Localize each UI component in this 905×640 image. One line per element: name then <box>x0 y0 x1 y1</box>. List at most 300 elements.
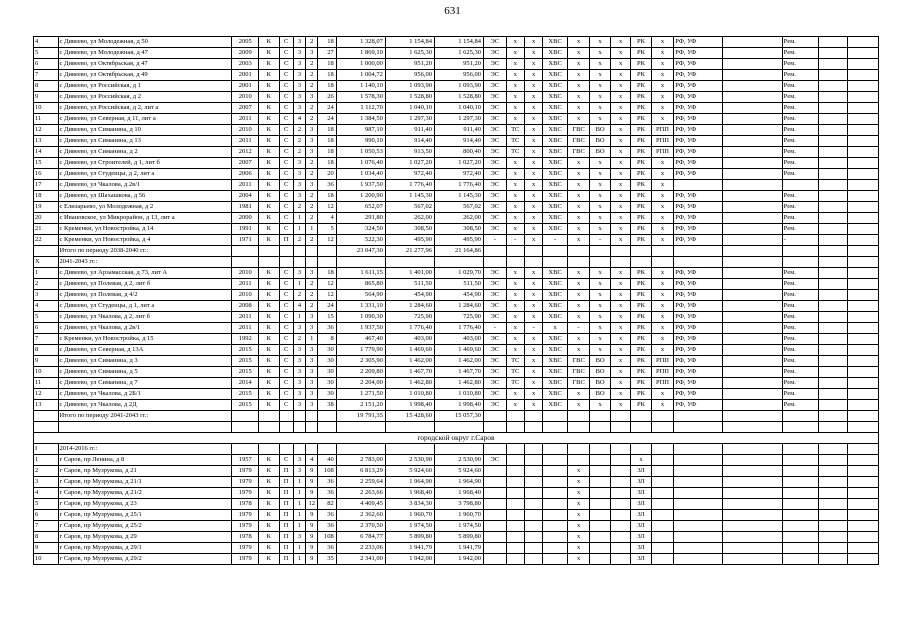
cell-heat-supply: х <box>506 180 524 191</box>
cell-facade <box>674 180 723 191</box>
cell-extra-2 <box>819 103 848 114</box>
cell-elevator <box>651 246 674 257</box>
cell-gas-supply: х <box>524 378 542 389</box>
cell-total-area: 2 783,00 <box>336 455 385 466</box>
cell-extra-3 <box>848 477 879 488</box>
cell-total-area: 2 362,60 <box>336 510 385 521</box>
cell-row-number: 8 <box>34 345 59 356</box>
cell-heat-supply: ТС <box>506 147 524 158</box>
cell-extra-2 <box>819 543 848 554</box>
cell-power-supply: ЭС <box>484 268 507 279</box>
cell-row-number: 6 <box>34 510 59 521</box>
cell-wall-type: К <box>259 543 279 554</box>
cell-gas-supply: х <box>524 103 542 114</box>
table-row <box>34 543 879 554</box>
cell-year-built: 2015 <box>232 400 259 411</box>
cell-power-supply: ЭС <box>484 92 507 103</box>
cell-total-area: 1 034,40 <box>336 169 385 180</box>
cell-apartments: 26 <box>318 92 336 103</box>
cell-extra-1 <box>723 389 782 400</box>
cell-extra-1 <box>723 92 782 103</box>
cell-ventilation: х <box>610 323 630 334</box>
cell-wall-type: К <box>259 488 279 499</box>
cell-heat-supply: х <box>506 224 524 235</box>
cell-row-number: 14 <box>34 147 59 158</box>
cell-heat-supply <box>506 411 524 422</box>
cell-roof-repair: ЗЛ <box>631 521 651 532</box>
cell-repair-type <box>782 532 819 543</box>
cell-elevator <box>651 477 674 488</box>
cell-wall-type: К <box>259 213 279 224</box>
cell-sewerage: х <box>590 114 610 125</box>
cell-row-number: 7 <box>34 521 59 532</box>
cell-living-area: 1 960,70 <box>385 510 434 521</box>
cell-ventilation: х <box>610 37 630 48</box>
cell-material: П <box>279 510 293 521</box>
cell-repair-type <box>782 543 819 554</box>
cell-repair-type <box>782 521 819 532</box>
cell-ventilation: х <box>610 180 630 191</box>
cell-extra-1 <box>723 356 782 367</box>
cell-extra-1 <box>723 312 782 323</box>
cell-sewerage <box>590 543 610 554</box>
cell-wall-type <box>259 422 279 433</box>
cell-hot-water: х <box>567 158 590 169</box>
table-row <box>34 125 879 136</box>
cell-wall-type: К <box>259 532 279 543</box>
cell-gas-supply: х <box>524 169 542 180</box>
cell-roof-repair: ЗЛ <box>631 532 651 543</box>
cell-wall-type: К <box>259 235 279 246</box>
cell-sewerage <box>590 488 610 499</box>
cell-elevator: х <box>651 279 674 290</box>
cell-elevator: х <box>651 70 674 81</box>
cell-year-built: 2007 <box>232 103 259 114</box>
cell-material: С <box>279 345 293 356</box>
cell-sections <box>293 444 305 455</box>
cell-material: С <box>279 279 293 290</box>
cell-extra-2 <box>819 389 848 400</box>
cell-roof-repair: РК <box>631 136 651 147</box>
cell-total-area: 1 112,70 <box>336 103 385 114</box>
cell-floors: 2 <box>306 169 318 180</box>
cell-floors: 4 <box>306 455 318 466</box>
cell-address: с Дивеево, ул Чкалова, д 2Б/1 <box>58 389 232 400</box>
cell-extra-3 <box>848 411 879 422</box>
cell-living-area: 1 284,60 <box>385 301 434 312</box>
cell-extra-1 <box>723 136 782 147</box>
cell-sections: 3 <box>293 323 305 334</box>
cell-wall-type <box>259 444 279 455</box>
cell-wall-type: К <box>259 378 279 389</box>
cell-roof-repair: ЗЛ <box>631 554 651 565</box>
cell-extra-3 <box>848 488 879 499</box>
cell-roof-repair: РК <box>631 312 651 323</box>
cell-extra-1 <box>723 554 782 565</box>
cell-floors: 9 <box>306 532 318 543</box>
cell-repair-type: Рем. <box>782 301 819 312</box>
cell-hot-water: х <box>567 488 590 499</box>
cell-total-area: 291,80 <box>336 213 385 224</box>
cell-repair-type <box>782 180 819 191</box>
cell-gas-supply: х <box>524 59 542 70</box>
cell-living-area: 913,50 <box>385 147 434 158</box>
cell-row-number <box>34 411 59 422</box>
cell-elevator <box>651 510 674 521</box>
cell-year-built: 1992 <box>232 334 259 345</box>
cell-row-number: 13 <box>34 136 59 147</box>
cell-floors: 9 <box>306 477 318 488</box>
cell-floors: 3 <box>306 180 318 191</box>
cell-total-area: 2 370,50 <box>336 521 385 532</box>
cell-address: с Дивеево, ул Полевая, д 2, лит б <box>58 279 232 290</box>
cell-material: С <box>279 70 293 81</box>
cell-extra-3 <box>848 301 879 312</box>
cell-extra-3 <box>848 499 879 510</box>
cell-facade: РФ, УФ <box>674 345 723 356</box>
cell-roof-repair: РК <box>631 367 651 378</box>
cell-floors: 2 <box>306 191 318 202</box>
cell-extra-2 <box>819 213 848 224</box>
cell-material: П <box>279 532 293 543</box>
cell-facade <box>674 455 723 466</box>
cell-gas-supply: х <box>524 279 542 290</box>
cell-heat-supply <box>506 246 524 257</box>
cell-total-area: 1 140,10 <box>336 81 385 92</box>
cell-gas-supply <box>524 543 542 554</box>
cell-gas-supply: х <box>524 389 542 400</box>
cell-address: г Саров, пр Музрукова, д 21/1 <box>58 477 232 488</box>
cell-floors: 3 <box>306 356 318 367</box>
cell-cold-water <box>543 477 568 488</box>
cell-wall-type: К <box>259 81 279 92</box>
cell-address: с Дивеево, ул Молодежная, д 47 <box>58 48 232 59</box>
cell-sewerage <box>590 422 610 433</box>
cell-gas-supply <box>524 466 542 477</box>
cell-wall-type: К <box>259 125 279 136</box>
cell-extra-1 <box>723 301 782 312</box>
cell-hot-water: х <box>567 37 590 48</box>
cell-floors <box>306 422 318 433</box>
cell-ventilation: х <box>610 191 630 202</box>
cell-extra-3 <box>848 312 879 323</box>
table-row <box>34 312 879 323</box>
table-row <box>34 81 879 92</box>
cell-row-number: 4 <box>34 488 59 499</box>
cell-address: с Дивеево, ул Российская, д 2, лит а <box>58 103 232 114</box>
cell-total-area: 2 305,90 <box>336 356 385 367</box>
cell-total-area: 1 611,15 <box>336 268 385 279</box>
cell-total-area: 6 813,29 <box>336 466 385 477</box>
cell-hot-water: х <box>567 235 590 246</box>
cell-repair-type: Рем. <box>782 70 819 81</box>
cell-repair-type <box>782 455 819 466</box>
cell-gas-supply <box>524 499 542 510</box>
cell-sections <box>293 246 305 257</box>
cell-total-area: 19 791,35 <box>336 411 385 422</box>
cell-sections: 1 <box>293 312 305 323</box>
cell-total-area: 1 578,30 <box>336 92 385 103</box>
cell-floors: 3 <box>306 147 318 158</box>
cell-cold-water: ХВС <box>543 114 568 125</box>
cell-cold-water: ХВС <box>543 224 568 235</box>
cell-residential-area: 1 462,80 <box>434 378 483 389</box>
cell-extra-2 <box>819 169 848 180</box>
cell-repair-type: Рем. <box>782 48 819 59</box>
cell-elevator: х <box>651 290 674 301</box>
cell-facade: РФ, УФ <box>674 191 723 202</box>
cell-cold-water: ХВС <box>543 147 568 158</box>
cell-heat-supply: х <box>506 268 524 279</box>
cell-elevator: РПП <box>651 356 674 367</box>
cell-sewerage <box>590 510 610 521</box>
cell-ventilation: х <box>610 169 630 180</box>
cell-extra-2 <box>819 70 848 81</box>
cell-extra-2 <box>819 323 848 334</box>
cell-wall-type: К <box>259 103 279 114</box>
cell-residential-area: 951,20 <box>434 59 483 70</box>
cell-extra-3 <box>848 246 879 257</box>
cell-row-number <box>34 422 59 433</box>
cell-facade: РФ, УФ <box>674 378 723 389</box>
cell-extra-2 <box>819 48 848 59</box>
cell-roof-repair: ЗЛ <box>631 488 651 499</box>
cell-gas-supply <box>524 510 542 521</box>
cell-heat-supply <box>506 532 524 543</box>
cell-facade: РФ, УФ <box>674 279 723 290</box>
cell-gas-supply <box>524 246 542 257</box>
cell-extra-2 <box>819 268 848 279</box>
cell-apartments: 12 <box>318 290 336 301</box>
cell-apartments: 24 <box>318 114 336 125</box>
cell-power-supply <box>484 411 507 422</box>
cell-extra-2 <box>819 301 848 312</box>
cell-cold-water: ХВС <box>543 312 568 323</box>
cell-power-supply <box>484 521 507 532</box>
cell-gas-supply: х <box>524 356 542 367</box>
cell-repair-type: Рем. <box>782 400 819 411</box>
cell-sewerage: х <box>590 334 610 345</box>
cell-cold-water: ХВС <box>543 202 568 213</box>
cell-sections: 3 <box>293 59 305 70</box>
cell-residential-area: 1 145,30 <box>434 191 483 202</box>
cell-facade: РФ, УФ <box>674 367 723 378</box>
cell-hot-water: ГВС <box>567 356 590 367</box>
cell-row-number: 12 <box>34 125 59 136</box>
cell-material <box>279 422 293 433</box>
cell-residential-area: 1 093,90 <box>434 81 483 92</box>
cell-floors <box>306 257 318 268</box>
cell-elevator <box>651 554 674 565</box>
cell-elevator: х <box>651 301 674 312</box>
cell-elevator: РПП <box>651 147 674 158</box>
cell-sewerage: ВО <box>590 356 610 367</box>
cell-ventilation <box>610 510 630 521</box>
cell-sections: 1 <box>293 499 305 510</box>
cell-extra-3 <box>848 389 879 400</box>
cell-residential-area: 972,40 <box>434 169 483 180</box>
cell-ventilation <box>610 246 630 257</box>
cell-sewerage: х <box>590 180 610 191</box>
cell-hot-water: х <box>567 499 590 510</box>
cell-cold-water <box>543 246 568 257</box>
cell-cold-water: ХВС <box>543 290 568 301</box>
spacer-row <box>34 422 879 433</box>
cell-hot-water: х <box>567 169 590 180</box>
cell-facade: РФ, УФ <box>674 235 723 246</box>
cell-sewerage: х <box>590 323 610 334</box>
cell-wall-type: К <box>259 147 279 158</box>
cell-sections: 3 <box>293 455 305 466</box>
cell-hot-water: х <box>567 48 590 59</box>
cell-address: с Дивеево, ул Молодежная, д 50 <box>58 37 232 48</box>
cell-extra-1 <box>723 268 782 279</box>
cell-ventilation: х <box>610 235 630 246</box>
summary-row <box>34 246 879 257</box>
cell-power-supply: - <box>484 323 507 334</box>
housing-register-table <box>33 36 879 565</box>
cell-power-supply: ЭС <box>484 114 507 125</box>
cell-ventilation <box>610 499 630 510</box>
cell-living-area: 308,50 <box>385 224 434 235</box>
cell-roof-repair: РК <box>631 213 651 224</box>
cell-residential-area: 511,50 <box>434 279 483 290</box>
cell-apartments: 5 <box>318 224 336 235</box>
cell-repair-type: Рем. <box>782 290 819 301</box>
table-row <box>34 114 879 125</box>
cell-year-built <box>232 411 259 422</box>
cell-total-area: 2 151,20 <box>336 400 385 411</box>
cell-extra-3 <box>848 125 879 136</box>
cell-apartments: 18 <box>318 268 336 279</box>
cell-sections: 4 <box>293 301 305 312</box>
cell-sewerage: ВО <box>590 125 610 136</box>
cell-facade: РФ, УФ <box>674 356 723 367</box>
cell-year-built: 2001 <box>232 70 259 81</box>
cell-apartments: 18 <box>318 158 336 169</box>
cell-total-area: 1 200,90 <box>336 191 385 202</box>
cell-elevator: х <box>651 59 674 70</box>
cell-extra-1 <box>723 81 782 92</box>
cell-address: с Дивеево, ул Северная, д 11, лит а <box>58 114 232 125</box>
cell-heat-supply: х <box>506 400 524 411</box>
cell-facade <box>674 466 723 477</box>
cell-power-supply: ЭС <box>484 334 507 345</box>
cell-wall-type: К <box>259 268 279 279</box>
cell-power-supply: ЭС <box>484 400 507 411</box>
cell-ventilation: х <box>610 48 630 59</box>
cell-elevator: х <box>651 180 674 191</box>
cell-extra-3 <box>848 257 879 268</box>
cell-sections: 2 <box>293 125 305 136</box>
cell-extra-2 <box>819 147 848 158</box>
cell-roof-repair: РК <box>631 235 651 246</box>
cell-total-area: 324,50 <box>336 224 385 235</box>
cell-address: с Ивановское, ул Микрорайон, д 13, лит а <box>58 213 232 224</box>
cell-sewerage: х <box>590 48 610 59</box>
cell-ventilation <box>610 411 630 422</box>
cell-repair-type: Рем. <box>782 334 819 345</box>
cell-elevator: х <box>651 169 674 180</box>
cell-facade <box>674 488 723 499</box>
cell-apartments: 35 <box>318 554 336 565</box>
cell-floors: 1 <box>306 224 318 235</box>
cell-gas-supply: х <box>524 70 542 81</box>
cell-extra-1 <box>723 532 782 543</box>
cell-year-built: 2010 <box>232 125 259 136</box>
cell-heat-supply <box>506 499 524 510</box>
cell-repair-type: Рем. <box>782 202 819 213</box>
cell-ventilation <box>610 477 630 488</box>
cell-extra-2 <box>819 356 848 367</box>
cell-sections: 3 <box>293 70 305 81</box>
cell-material: С <box>279 92 293 103</box>
cell-year-built: 1971 <box>232 235 259 246</box>
cell-power-supply: ЭС <box>484 48 507 59</box>
cell-wall-type: К <box>259 114 279 125</box>
cell-apartments: 12 <box>318 202 336 213</box>
cell-elevator: х <box>651 213 674 224</box>
cell-year-built: 2011 <box>232 114 259 125</box>
cell-elevator <box>651 257 674 268</box>
cell-repair-type: Рем. <box>782 37 819 48</box>
table-row <box>34 301 879 312</box>
cell-material: П <box>279 521 293 532</box>
cell-living-area: 495,90 <box>385 235 434 246</box>
cell-floors: 2 <box>306 81 318 92</box>
cell-living-area: 956,00 <box>385 70 434 81</box>
cell-wall-type: К <box>259 389 279 400</box>
cell-material: П <box>279 488 293 499</box>
cell-wall-type: К <box>259 158 279 169</box>
cell-sections: 3 <box>293 180 305 191</box>
cell-sewerage: х <box>590 37 610 48</box>
cell-sections: 2 <box>293 290 305 301</box>
cell-address: с Елизарьево, ул Молодежная, д 2 <box>58 202 232 213</box>
cell-roof-repair: РК <box>631 279 651 290</box>
cell-year-built: 2004 <box>232 191 259 202</box>
cell-heat-supply: х <box>506 389 524 400</box>
cell-material <box>279 411 293 422</box>
cell-facade: РФ, УФ <box>674 92 723 103</box>
cell-repair-type: - <box>782 235 819 246</box>
cell-hot-water <box>567 246 590 257</box>
cell-sections: 3 <box>293 103 305 114</box>
cell-address: с Дивеево, ул Студенцы, д 2, лит а <box>58 169 232 180</box>
cell-sewerage <box>590 477 610 488</box>
cell-repair-type <box>782 499 819 510</box>
cell-cold-water: ХВС <box>543 389 568 400</box>
cell-extra-2 <box>819 466 848 477</box>
cell-residential-area: 5 924,60 <box>434 466 483 477</box>
cell-row-number: 9 <box>34 356 59 367</box>
cell-sewerage: х <box>590 279 610 290</box>
cell-extra-3 <box>848 180 879 191</box>
cell-living-area: 972,40 <box>385 169 434 180</box>
cell-row-number: 5 <box>34 499 59 510</box>
cell-elevator: х <box>651 202 674 213</box>
cell-roof-repair: РК <box>631 268 651 279</box>
cell-total-area: 2 209,80 <box>336 367 385 378</box>
cell-extra-1 <box>723 213 782 224</box>
cell-total-area: 1 869,10 <box>336 48 385 59</box>
cell-extra-1 <box>723 70 782 81</box>
cell-material: П <box>279 235 293 246</box>
cell-material: С <box>279 356 293 367</box>
cell-wall-type: К <box>259 279 279 290</box>
cell-address: с Дивеево, ул Шахашкова, д 56 <box>58 191 232 202</box>
cell-address <box>58 422 232 433</box>
